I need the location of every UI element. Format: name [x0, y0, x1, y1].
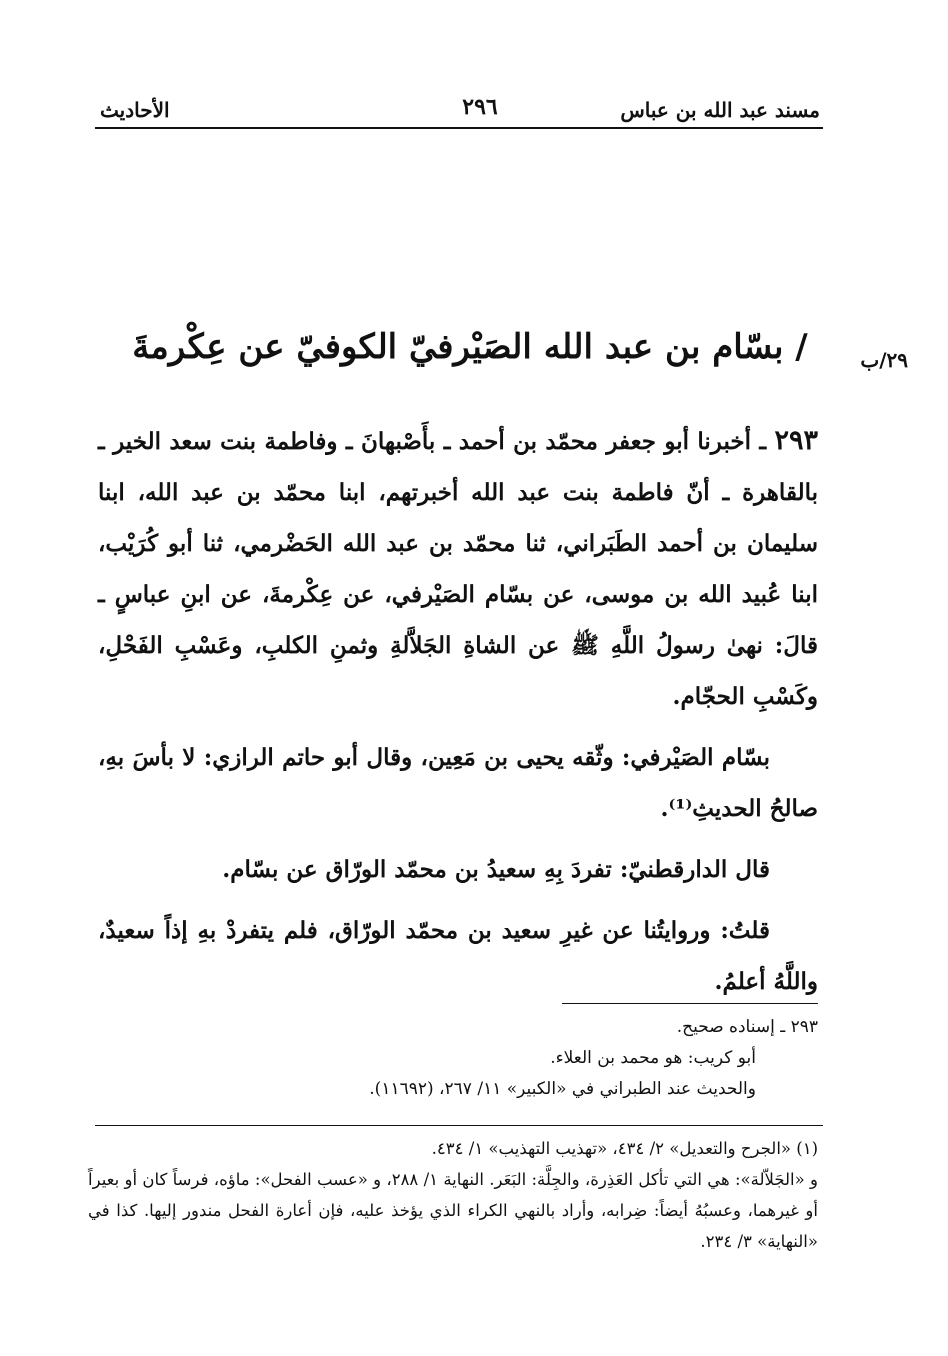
footnotes	[88, 1133, 818, 1257]
hadith-paragraph	[98, 415, 818, 722]
section-title: / بسّام بن عبد الله الصَيْرفيّ الكوفيّ عن عِكْرمةَ	[132, 327, 808, 367]
manuscript-folio-marker: ٢٩/ب	[860, 348, 908, 372]
commentary-paragraph: بسّام الصَيْرفي: وثّقه يحيى بن مَعِين، وقال أبو حاتم الرازي: لا بأسَ بهِ، صالحُ الحديثِ⁽¹⁾.	[98, 744, 818, 822]
commentary-paragraph: قلتُ: وروايتُنا عن غيرِ سعيد بن محمّد الورّاق، فلم يتفردْ بهِ إذاً سعيدٌ، واللَّهُ أعلمُ.	[98, 917, 818, 995]
hadith-note: أبو كريب: هو محمد بن العلاء.	[550, 1048, 756, 1068]
header-section-name: الأحاديث	[100, 98, 170, 122]
commentary-paragraph: قال الدارقطنيّ: تفردَ بِهِ سعيدُ بن محمّد الورّاق عن بسّام.	[222, 856, 770, 883]
footnotes-rule	[95, 1125, 823, 1126]
header-rule	[95, 127, 823, 129]
hadith-note: ٢٩٣ ـ إسناده صحيح.	[676, 1017, 818, 1037]
hadith-text: ـ أخبرنا أبو جعفر محمّد بن أحمد ـ بأَصْبهانَ ـ وفاطمة بنت سعد الخير ـ بالقاهرة ـ أنّ فاطمة بنت عبد الله أخبرتهم، ابنا محمّد بن عبد الله، ابنا سليمان بن أحمد الطَبَراني، ثنا محمّد بن عبد الله الحَضْرمي، ثنا أبو كُرَيْب، ابنا عُبيد الله بن موسى، عن بسّام الصَيْرفي، عن عِكْرمةَ، عن ابنِ عباسٍ ـ قالَ: نهىٰ رسولُ اللَّهِ ﷺ عن الشاةِ الجَلاَّلةِ وثمنِ الكلبِ، وعَسْبِ الفَحْلِ، وكَسْبِ الحجّام.	[98, 428, 818, 710]
main-text	[98, 415, 818, 1007]
footnote: (١) «الجرح والتعديل» ٢/ ٤٣٤، «تهذيب التهذيب» ١/ ٤٣٤.	[431, 1139, 818, 1158]
footnote: و «الجَلاّلة»: هي التي تأكل العَذِرة، والجِلَّة: البَعَر. النهاية ١/ ٢٨٨، و «عسب الفحل»: ماؤه، فرساً كان أو بعيراً أو غيرهما، وعسبُهُ أيضاً: ضِرابه، وأراد بالنهي الكراء الذي يؤخذ عليه، فإن أعارة الفحل مندور إليها. كذا في «النهاية» ٣/ ٢٣٤.	[88, 1170, 818, 1251]
hadith-note: والحديث عند الطبراني في «الكبير» ١١/ ٢٦٧، (١١٦٩٢).	[369, 1079, 756, 1099]
hadith-number: ٢٩٣	[774, 425, 818, 456]
header-page-number: ٢٩٦	[462, 94, 498, 120]
notes-separator	[562, 1003, 818, 1004]
header-book-title: مسند عبد الله بن عباس	[620, 98, 820, 122]
hadith-notes	[98, 1012, 818, 1105]
